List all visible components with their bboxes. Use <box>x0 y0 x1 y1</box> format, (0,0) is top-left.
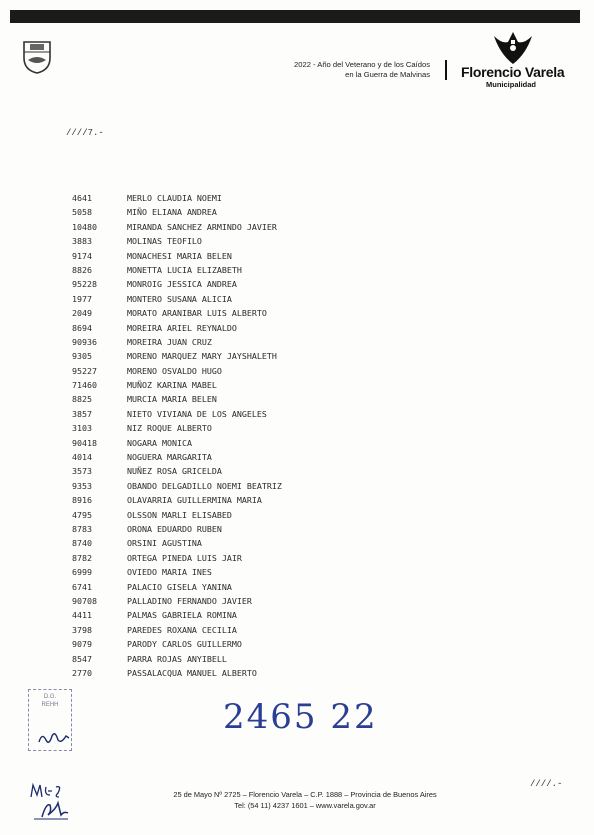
entry-name: OLSSON MARLI ELISABED <box>127 509 232 520</box>
entry-name: PALACIO GISELA YANINA <box>127 581 232 592</box>
file-number-stamp: 2465 22 <box>223 697 378 737</box>
office-stamp-text <box>32 693 68 709</box>
list-item <box>72 349 282 363</box>
page-footer <box>120 789 490 811</box>
entry-number: 10480 <box>72 221 97 232</box>
entry-number: 8782 <box>72 552 92 563</box>
entry-number: 8916 <box>72 495 92 506</box>
header-divider <box>445 60 447 80</box>
initials-signature <box>36 728 72 748</box>
scan-top-bar <box>10 10 580 23</box>
entry-number: 9353 <box>72 480 92 491</box>
list-item <box>72 277 282 291</box>
entry-name: NIZ ROQUE ALBERTO <box>127 423 212 434</box>
entry-name: PALMAS GABRIELA ROMINA <box>127 610 237 621</box>
personnel-list <box>72 191 282 680</box>
list-item <box>72 479 282 493</box>
list-item <box>72 364 282 378</box>
entry-name: PASSALACQUA MANUEL ALBERTO <box>127 667 257 678</box>
footer-address: 25 de Mayo Nº 2725 – Florencio Varela – C.P. 1888 – Provincia de Buenos Aires <box>173 790 437 799</box>
brand-name: Florencio Varela <box>461 64 565 80</box>
list-item <box>72 321 282 335</box>
entry-name: MONETTA LUCIA ELIZABETH <box>127 264 242 275</box>
entry-name: MORENO MARQUEZ MARY JAYSHALETH <box>127 351 277 362</box>
list-item <box>72 335 282 349</box>
list-item <box>72 249 282 263</box>
entry-name: MIRANDA SANCHEZ ARMINDO JAVIER <box>127 221 277 232</box>
entry-number: 2770 <box>72 667 92 678</box>
entry-number: 4014 <box>72 452 92 463</box>
entry-name: OBANDO DELGADILLO NOEMI BEATRIZ <box>127 480 282 491</box>
footer-contact: Tel: (54 11) 4237 1601 – www.varela.gov.ar <box>234 801 376 810</box>
list-item <box>72 450 282 464</box>
entry-name: NIETO VIVIANA DE LOS ANGELES <box>127 408 267 419</box>
list-item <box>72 306 282 320</box>
entry-name: MORENO OSVALDO HUGO <box>127 365 222 376</box>
list-item <box>72 421 282 435</box>
list-item <box>72 234 282 248</box>
entry-number: 9174 <box>72 250 92 261</box>
entry-number: 90936 <box>72 336 97 347</box>
entry-name: OLAVARRIA GUILLERMINA MARIA <box>127 495 262 506</box>
entry-number: 8694 <box>72 322 92 333</box>
entry-number: 71460 <box>72 380 97 391</box>
list-item <box>72 493 282 507</box>
entry-name: MOLINAS TEOFILO <box>127 236 202 247</box>
list-item <box>72 565 282 579</box>
list-item <box>72 536 282 550</box>
stamp-line-1: D.G. <box>43 694 57 700</box>
entry-number: 3883 <box>72 236 92 247</box>
list-item <box>72 292 282 306</box>
list-item <box>72 637 282 651</box>
entry-name: MONTERO SUSANA ALICIA <box>127 293 232 304</box>
entry-name: ORONA EDUARDO RUBEN <box>127 523 222 534</box>
entry-name: MOREIRA JUAN CRUZ <box>127 336 212 347</box>
entry-number: 3573 <box>72 466 92 477</box>
entry-name: OVIEDO MARIA INES <box>127 567 212 578</box>
entry-name: MURCIA MARIA BELEN <box>127 394 217 405</box>
entry-name: PARRA ROJAS ANYIBELL <box>127 653 227 664</box>
entry-number: 8826 <box>72 264 92 275</box>
entry-name: NOGUERA MARGARITA <box>127 452 212 463</box>
entry-name: MONROIG JESSICA ANDREA <box>127 279 237 290</box>
entry-number: 2049 <box>72 308 92 319</box>
list-item <box>72 263 282 277</box>
brand-subtitle: Municipalidad <box>486 80 537 89</box>
entry-name: MORATO ARANIBAR LUIS ALBERTO <box>127 308 267 319</box>
entry-number: 6999 <box>72 567 92 578</box>
municipal-crest-icon <box>22 40 52 74</box>
list-item <box>72 508 282 522</box>
list-item <box>72 652 282 666</box>
motto-line-1: 2022 - Año del Veterano y de los Caídos <box>294 60 430 69</box>
entry-number: 8547 <box>72 653 92 664</box>
list-item <box>72 191 282 205</box>
entry-number: 90708 <box>72 595 97 606</box>
entry-name: MONACHESI MARIA BELEN <box>127 250 232 261</box>
list-item <box>72 522 282 536</box>
handwritten-signature <box>28 775 74 821</box>
list-item <box>72 551 282 565</box>
entry-number: 90418 <box>72 437 97 448</box>
entry-number: 8825 <box>72 394 92 405</box>
list-item <box>72 436 282 450</box>
entry-name: MERLO CLAUDIA NOEMI <box>127 193 222 203</box>
entry-number: 95227 <box>72 365 97 376</box>
list-item <box>72 220 282 234</box>
entry-name: ORSINI AGUSTINA <box>127 538 202 549</box>
entry-name: MIÑO ELIANA ANDREA <box>127 207 217 218</box>
entry-name: MUÑOZ KARINA MABEL <box>127 380 217 391</box>
entry-number: 95228 <box>72 279 97 290</box>
stamp-line-2: REHH <box>41 702 59 708</box>
entry-number: 4641 <box>72 193 92 203</box>
entry-number: 8740 <box>72 538 92 549</box>
list-item <box>72 205 282 219</box>
entry-name: PALLADINO FERNANDO JAVIER <box>127 595 252 606</box>
entry-name: PARODY CARLOS GUILLERMO <box>127 639 242 650</box>
list-item <box>72 378 282 392</box>
entry-name: ORTEGA PINEDA LUIS JAIR <box>127 552 242 563</box>
entry-number: 6741 <box>72 581 92 592</box>
entry-number: 9079 <box>72 639 92 650</box>
entry-name: PAREDES ROXANA CECILIA <box>127 624 237 635</box>
list-item <box>72 623 282 637</box>
list-item <box>72 407 282 421</box>
entry-number: 4411 <box>72 610 92 621</box>
entry-number: 8783 <box>72 523 92 534</box>
page-mark: ////7.- <box>66 128 104 138</box>
list-item <box>72 608 282 622</box>
continuation-mark: ////.- <box>530 779 563 789</box>
entry-number: 9305 <box>72 351 92 362</box>
entry-number: 3798 <box>72 624 92 635</box>
list-item <box>72 464 282 478</box>
entry-number: 3103 <box>72 423 92 434</box>
florencio-varela-logo-icon <box>490 30 536 66</box>
entry-number: 3857 <box>72 408 92 419</box>
list-item <box>72 594 282 608</box>
entry-number: 1977 <box>72 293 92 304</box>
entry-name: NUÑEZ ROSA GRICELDA <box>127 466 222 477</box>
entry-name: MOREIRA ARIEL REYNALDO <box>127 322 237 333</box>
list-item <box>72 666 282 680</box>
list-item <box>72 392 282 406</box>
motto-line-2: en la Guerra de Malvinas <box>345 70 430 79</box>
list-item <box>72 580 282 594</box>
header-motto <box>220 60 430 80</box>
entry-number: 5058 <box>72 207 92 218</box>
entry-number: 4795 <box>72 509 92 520</box>
entry-name: NOGARA MONICA <box>127 437 192 448</box>
